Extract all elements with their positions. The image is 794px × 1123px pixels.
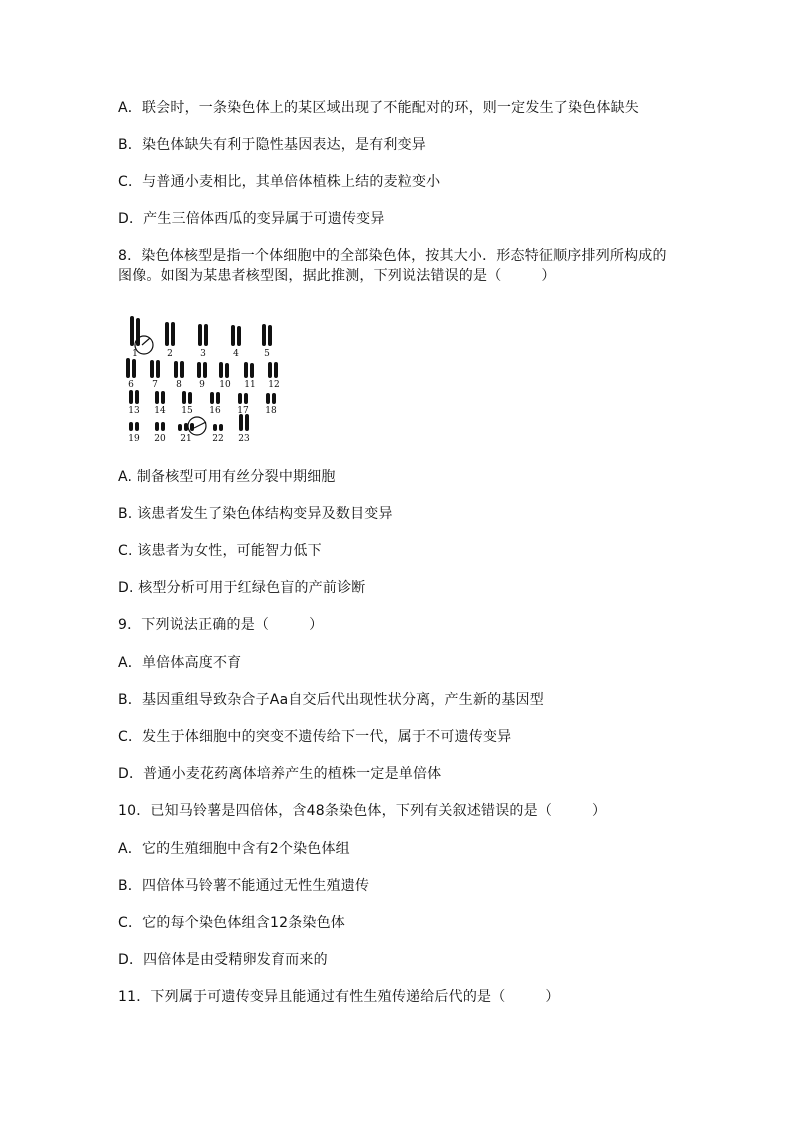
chromosome-label: 14 (154, 406, 166, 416)
chromosome-label: 19 (128, 434, 140, 444)
chromosome-label: 18 (265, 406, 277, 416)
option-10d: D．四倍体是由受精卵发育而来的 (118, 952, 328, 968)
chromosome-pair-17 (238, 393, 248, 404)
option-7d: D．产生三倍体西瓜的变异属于可遗传变异 (118, 211, 385, 227)
chromosome-pair-13 (129, 390, 139, 404)
chromosome-label: 8 (176, 380, 182, 390)
option-10c: C．它的每个染色体组含12条染色体 (118, 915, 345, 931)
question-9-stem (118, 615, 323, 635)
chromosome-pair-23 (239, 414, 249, 431)
chromosome-pair-8 (174, 361, 184, 378)
chromosome-pair-20 (155, 422, 165, 431)
question-9-close: ） (309, 617, 324, 633)
chromosome-label: 5 (264, 349, 270, 359)
chromosome-pair-15 (182, 391, 192, 404)
chromosome-label: 23 (238, 434, 250, 444)
chromosome-label: 4 (233, 349, 239, 359)
option-7c: C．与普通小麦相比，其单倍体植株上结的麦粒变小 (118, 174, 441, 190)
question-10-close: ） (592, 803, 607, 819)
option-8d: D. 核型分析可用于红绿色盲的产前诊断 (118, 580, 366, 596)
option-9c: C．发生于体细胞中的突变不遗传给下一代，属于不可遗传变异 (118, 729, 512, 745)
chromosome-label: 20 (154, 434, 166, 444)
chromosome-label: 12 (268, 380, 280, 390)
option-7b: B．染色体缺失有利于隐性基因表达，是有利变异 (118, 137, 427, 153)
chromosome-pair-16 (210, 392, 220, 404)
chromosome-pair-10 (219, 362, 229, 378)
chromosome-label: 22 (212, 434, 224, 444)
option-10a: A．它的生殖细胞中含有2个染色体组 (118, 841, 350, 857)
chromosome-label: 16 (209, 406, 221, 416)
option-7a: A．联会时，一条染色体上的某区域出现了不能配对的环，则一定发生了染色体缺失 (118, 100, 639, 116)
chromosome-pair-5 (262, 324, 272, 346)
question-9-text: 9．下列说法正确的是（ (118, 617, 270, 633)
chromosome-label: 7 (152, 380, 158, 390)
question-11-close: ） (545, 989, 560, 1005)
chromosome-label: 11 (244, 380, 256, 390)
question-11-text: 11．下列属于可遗传变异且能通过有性生殖传递给后代的是（ (118, 989, 506, 1005)
option-9d: D．普通小麦花药离体培养产生的植株一定是单倍体 (118, 766, 442, 782)
chromosome-pair-22 (213, 424, 223, 431)
chromosome-label: 15 (181, 406, 193, 416)
chromosome-label: 2 (167, 349, 173, 359)
chromosome-pair-3 (198, 324, 208, 346)
chromosome-pair-4 (231, 325, 241, 346)
chromosome-label: 10 (219, 380, 231, 390)
chromosome-label: 3 (200, 349, 206, 359)
chromosome-pair-21-trisomy (178, 417, 206, 435)
option-10b: B．四倍体马铃薯不能通过无性生殖遗传 (118, 878, 370, 894)
chromosome-pair-14 (155, 391, 165, 404)
question-8-text: 8．染色体核型是指一个体细胞中的全部染色体，按其大小．形态特征顺序排列所构成的图像。如图为某患者核型图，据此推测，下列说法错误的是（ (118, 248, 667, 284)
chromosome-pair-2 (165, 322, 175, 346)
question-8-stem (118, 246, 678, 286)
option-8c: C. 该患者为女性，可能智力低下 (118, 543, 322, 559)
chromosome-label: 1 (132, 349, 138, 359)
chromosome-label: 21 (180, 434, 192, 444)
chromosome-pair-7 (150, 360, 160, 378)
chromosome-label: 17 (237, 406, 249, 416)
option-8b: B. 该患者发生了染色体结构变异及数目变异 (118, 506, 393, 522)
question-11-stem (118, 987, 560, 1007)
option-9b: B．基因重组导致杂合子Aa自交后代出现性状分离，产生新的基因型 (118, 692, 544, 708)
chromosome-pair-11 (244, 362, 254, 378)
option-8a: A. 制备核型可用有丝分裂中期细胞 (118, 469, 336, 485)
pointer-arrow-21 (194, 422, 206, 428)
chromosome-pair-9 (197, 362, 207, 378)
chromosome-pair-18 (266, 393, 276, 404)
chromosome-label: 9 (199, 380, 205, 390)
question-10-text: 10．已知马铃薯是四倍体，含48条染色体，下列有关叙述错误的是（ (118, 803, 553, 819)
chromosome-pair-6 (126, 358, 136, 378)
chromosome-label: 6 (128, 380, 134, 390)
option-9a: A．单倍体高度不育 (118, 655, 242, 671)
question-8-close: ） (541, 268, 556, 284)
chromosome-pair-12 (268, 362, 278, 378)
pointer-arrow-1 (142, 338, 150, 345)
chromosome-label: 13 (128, 406, 140, 416)
question-10-stem (118, 801, 606, 821)
chromosome-pair-19 (129, 422, 139, 431)
karyotype-figure (118, 312, 288, 448)
